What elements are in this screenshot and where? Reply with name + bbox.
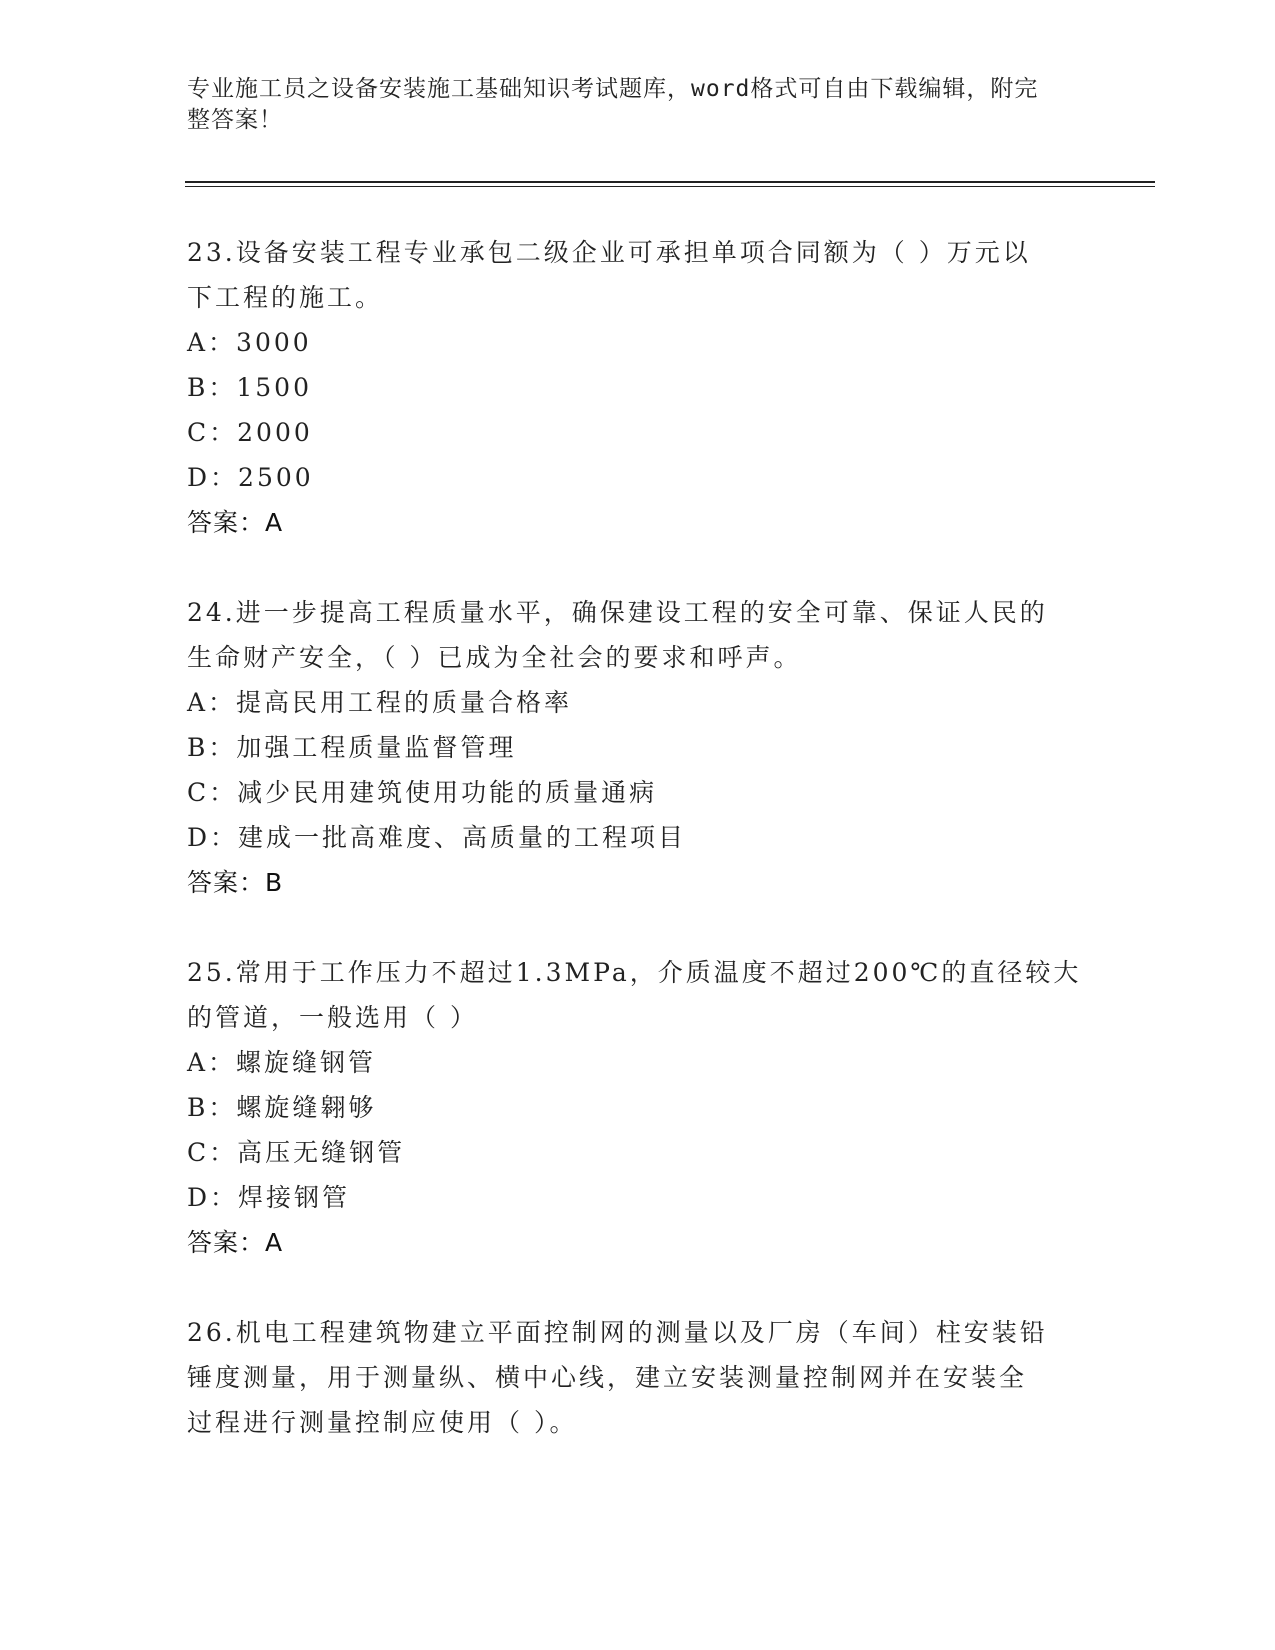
document-header-line-1: 专业施工员之设备安装施工基础知识考试题库，word格式可自由下载编辑，附完: [187, 76, 1039, 102]
question-25-line-1: 25.常用于工作压力不超过1.3MPa，介质温度不超过200℃的直径较大: [187, 958, 1082, 987]
question-24-answer: 答案：B: [187, 868, 284, 897]
question-23-line-2: 下工程的施工。: [187, 283, 384, 312]
question-23-line-1: 23.设备安装工程专业承包二级企业可承担单项合同额为（ ）万元以: [187, 238, 1031, 267]
question-24-option-b: B：加强工程质量监督管理: [187, 733, 517, 762]
question-25-line-2: 的管道，一般选用（ ）: [187, 1003, 478, 1032]
question-25-option-d: D：焊接钢管: [187, 1183, 351, 1212]
question-26-line-2: 锤度测量，用于测量纵、横中心线，建立安装测量控制网并在安装全: [187, 1363, 1028, 1392]
question-26-line-1: 26.机电工程建筑物建立平面控制网的测量以及厂房（车间）柱安装铅: [187, 1318, 1048, 1347]
question-25-option-a: A：螺旋缝钢管: [187, 1048, 377, 1077]
question-23-option-b: B：1500: [187, 373, 312, 402]
question-26-line-3: 过程进行测量控制应使用（ ）。: [187, 1408, 578, 1437]
question-24-option-a: A：提高民用工程的质量合格率: [187, 688, 573, 717]
question-23-answer: 答案：A: [187, 508, 284, 537]
question-23-option-d: D：2500: [187, 463, 314, 492]
question-23-option-c: C：2000: [187, 418, 313, 447]
question-24-line-1: 24.进一步提高工程质量水平，确保建设工程的安全可靠、保证人民的: [187, 598, 1048, 627]
question-24-line-2: 生命财产安全，（ ）已成为全社会的要求和呼声。: [187, 643, 802, 672]
document-header-line-2: 整答案！: [187, 107, 283, 133]
question-24-option-d: D：建成一批高难度、高质量的工程项目: [187, 823, 687, 852]
question-25-answer: 答案：A: [187, 1228, 284, 1257]
question-25-option-b: B：螺旋缝翱够: [187, 1093, 377, 1122]
question-25-option-c: C：高压无缝钢管: [187, 1138, 406, 1167]
question-23-option-a: A：3000: [187, 328, 312, 357]
header-divider: [185, 181, 1155, 183]
question-24-option-c: C：减少民用建筑使用功能的质量通病: [187, 778, 658, 807]
header-divider-thin: [185, 186, 1155, 187]
